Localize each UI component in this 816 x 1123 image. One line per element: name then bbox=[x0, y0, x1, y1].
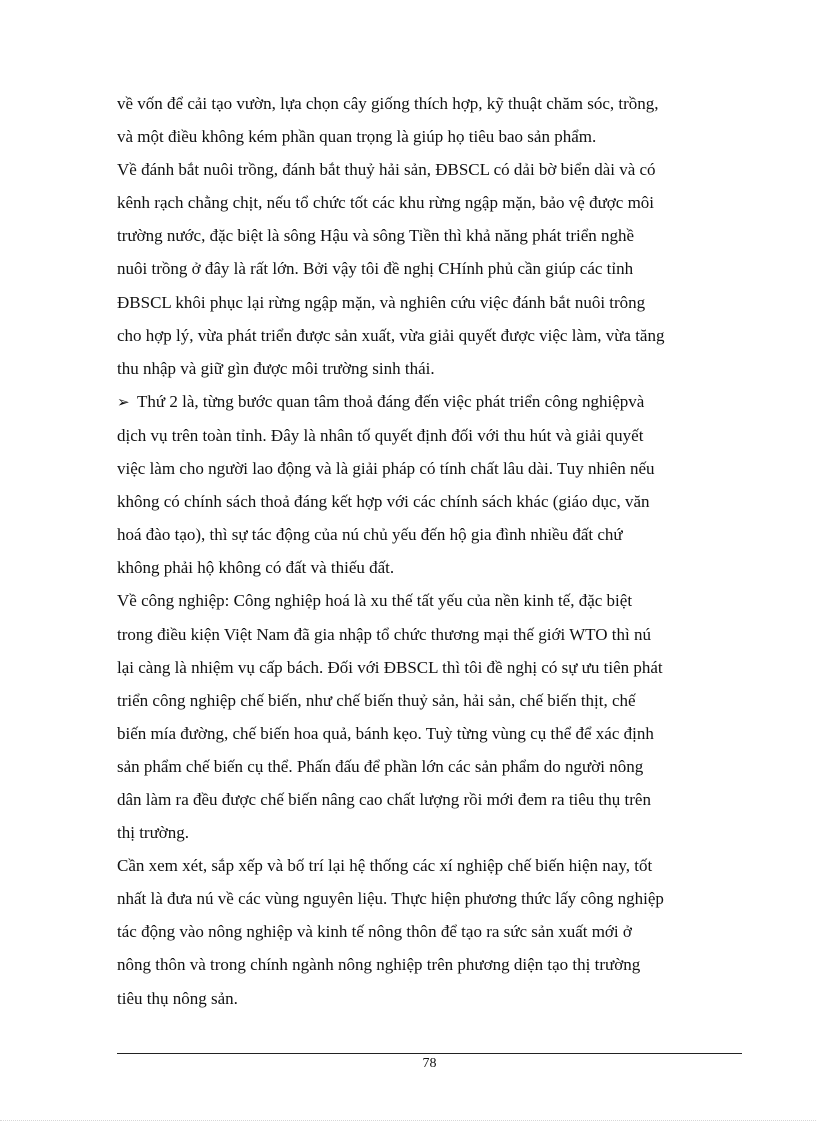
paragraph-orchard-capital: về vốn để cải tạo vườn, lựa chọn cây giống thích hợp, kỹ thuật chăm sóc, trồng, và một điều không kém phần quan trọng là giúp họ tiêu bao sản phẩm. bbox=[117, 94, 659, 147]
footer-divider bbox=[117, 1053, 742, 1054]
paragraph-industrialization: Về công nghiệp: Công nghiệp hoá là xu thế tất yếu của nền kinh tế, đặc biệt trong điều kiện Việt Nam đã gia nhập tổ chức thương mại thế giới WTO thì nú lại càng là nhiệm vụ cấp bách. Đối với ĐBSCL thì tôi đề nghị có sự ưu tiên phát triển công nghiệp chế biến, như chế biến thuỷ sản, hải sản, chế biến thịt, chế biến mía đường, chế biến hoa quả, bánh kẹo. Tuỳ từng vùng cụ thể để xác định sản phẩm chế biến cụ thể. Phấn đấu để phần lớn các sản phẩm do người nông dân làm ra đều được chế biến nâng cao chất lượng rồi mới đem ra tiêu thụ trên thị trường. bbox=[117, 591, 663, 843]
paragraph-aquaculture: Về đánh bắt nuôi trồng, đánh bắt thuỷ hải sản, ĐBSCL có dải bờ biển dài và có kênh rạch chằng chịt, nếu tổ chức tốt các khu rừng ngập mặn, bảo vệ được môi trường nước, đặc biệt là sông Hậu và sông Tiền thì khả năng phát triển nghề nuôi trồng ở đây là rất lớn. Bởi vậy tôi đề nghị CHính phủ cần giúp các tỉnh ĐBSCL khôi phục lại rừng ngập mặn, và nghiên cứu việc đánh bắt nuôi trông cho hợp lý, vừa phát triển được sản xuất, vừa giải quyết được việc làm, vừa tăng thu nhập và giữ gìn được môi trường sinh thái. bbox=[117, 160, 665, 378]
bullet-text: Thứ 2 là, từng bước quan tâm thoả đáng đến việc phát triển công nghiệpvà dịch vụ trên toàn tỉnh. Đây là nhân tố quyết định đối với thu hút và giải quyết việc làm cho người lao động và là giải pháp có tính chất lâu dài. Tuy nhiên nếu không có chính sách thoả đáng kết hợp với các chính sách khác (giáo dục, văn hoá đào tạo), thì sự tác động của nú chủ yếu đến hộ gia đình nhiều đất chứ không phải hộ không có đất và thiếu đất. bbox=[117, 391, 655, 578]
page-bottom-edge bbox=[0, 1120, 816, 1121]
bullet-item-industry-services bbox=[117, 385, 742, 585]
document-body bbox=[117, 87, 742, 1015]
paragraph-processing-enterprises: Cần xem xét, sắp xếp và bố trí lại hệ thống các xí nghiệp chế biến hiện nay, tốt nhất là đưa nú về các vùng nguyên liệu. Thực hiện phương thức lấy công nghiệp tác động vào nông nghiệp và kinh tế nông thôn để tạo ra sức sản xuất mới ở nông thôn và trong chính ngành nông nghiệp trên phương diện tạo thị trường tiêu thụ nông sản. bbox=[117, 856, 664, 1008]
arrow-bullet-icon: ➢ bbox=[117, 392, 130, 411]
page-number: 78 bbox=[422, 1056, 437, 1071]
